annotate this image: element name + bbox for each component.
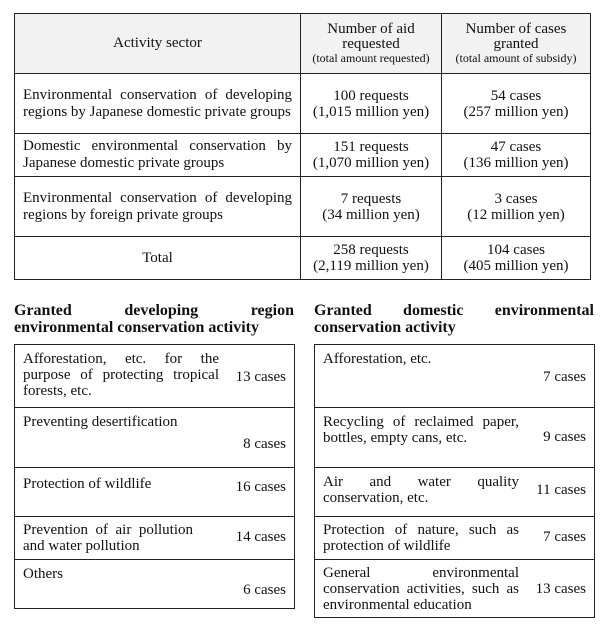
table-row (15, 74, 591, 134)
requested-count: 151 requests (333, 139, 409, 155)
table-row (15, 177, 591, 237)
domestic-item-box (314, 516, 595, 560)
developing-item-box (14, 559, 295, 609)
domestic-item-box (314, 467, 595, 517)
sector-cell: Environmental conservation of developing regions by foreign private groups (15, 177, 301, 237)
item-count: 11 cases (536, 482, 586, 498)
requested-cell (301, 177, 442, 237)
item-count: 8 cases (243, 436, 286, 452)
item-label: Protection of wildlife (23, 476, 152, 492)
item-count: 13 cases (235, 369, 286, 385)
total-requested-amount: (2,119 million yen) (313, 258, 429, 274)
item-label: Preventing desertification (23, 414, 178, 430)
item-label: Protection of nature, such as protection of wildlife (323, 522, 519, 554)
item-label: Recycling of reclaimed paper, bottles, empty cans, etc. (323, 414, 519, 446)
table-total-row (15, 237, 591, 280)
header-cases-granted (442, 14, 591, 74)
sector-cell: Environmental conservation of developing regions by Japanese domestic private groups (15, 74, 301, 134)
developing-item-box (14, 344, 295, 408)
domestic-item-box (314, 344, 595, 408)
requested-cell (301, 134, 442, 177)
aid-summary-table (14, 13, 591, 280)
item-label: Afforestation, etc. for the purpose of protecting tropical forests, etc. (23, 351, 219, 399)
total-requested-count: 258 requests (333, 242, 409, 258)
granted-cell (442, 177, 591, 237)
item-count: 6 cases (243, 582, 286, 598)
total-granted-cell (442, 237, 591, 280)
requested-count: 7 requests (340, 190, 402, 207)
header-aid-requested (301, 14, 442, 74)
item-label: Prevention of air pollution and water pollution (23, 522, 193, 554)
header-cases-granted-sub: (total amount of subsidy) (455, 51, 577, 65)
developing-item-box (14, 467, 295, 517)
item-count: 14 cases (235, 529, 286, 545)
item-label: General environmental conservation activities, such as environmental education (323, 565, 519, 613)
item-count: 13 cases (535, 581, 586, 597)
developing-item-box (14, 516, 295, 560)
item-label: Air and water quality conservation, etc. (323, 474, 519, 506)
granted-cell (442, 134, 591, 177)
total-granted-amount: (405 million yen) (463, 258, 569, 274)
sector-cell: Domestic environmental conservation by Japanese domestic private groups (15, 134, 301, 177)
requested-amount: (1,015 million yen) (312, 103, 430, 120)
header-cases-granted-label: Number of cases granted (465, 21, 567, 52)
item-count: 7 cases (543, 369, 586, 385)
table-row (15, 134, 591, 177)
developing-section-title: Granted developing region environmental conservation activity (14, 302, 294, 336)
total-label: Total (15, 237, 301, 280)
granted-count: 3 cases (494, 190, 538, 207)
granted-count: 47 cases (490, 139, 542, 155)
table-header-row (15, 14, 591, 74)
item-count: 7 cases (543, 529, 586, 545)
granted-amount: (12 million yen) (467, 206, 565, 223)
granted-count: 54 cases (490, 87, 542, 104)
total-granted-count: 104 cases (487, 242, 545, 258)
domestic-section-title: Granted domestic environmental conservation activity (314, 302, 594, 336)
total-requested-cell (301, 237, 442, 280)
item-label: Afforestation, etc. (323, 351, 432, 367)
header-aid-requested-label: Number of aid requested (327, 21, 415, 52)
granted-amount: (257 million yen) (463, 103, 569, 120)
requested-amount: (1,070 million yen) (312, 155, 430, 171)
domestic-item-box (314, 407, 595, 468)
domestic-item-box (314, 559, 595, 618)
item-count: 16 cases (235, 479, 286, 495)
developing-item-box (14, 407, 295, 468)
requested-count: 100 requests (333, 87, 409, 104)
item-label: Others (23, 566, 63, 582)
header-activity-sector: Activity sector (15, 14, 301, 74)
requested-amount: (34 million yen) (322, 206, 420, 223)
granted-amount: (136 million yen) (463, 155, 569, 171)
requested-cell (301, 74, 442, 134)
header-aid-requested-sub: (total amount requested) (312, 51, 430, 65)
item-count: 9 cases (543, 429, 586, 445)
granted-cell (442, 74, 591, 134)
